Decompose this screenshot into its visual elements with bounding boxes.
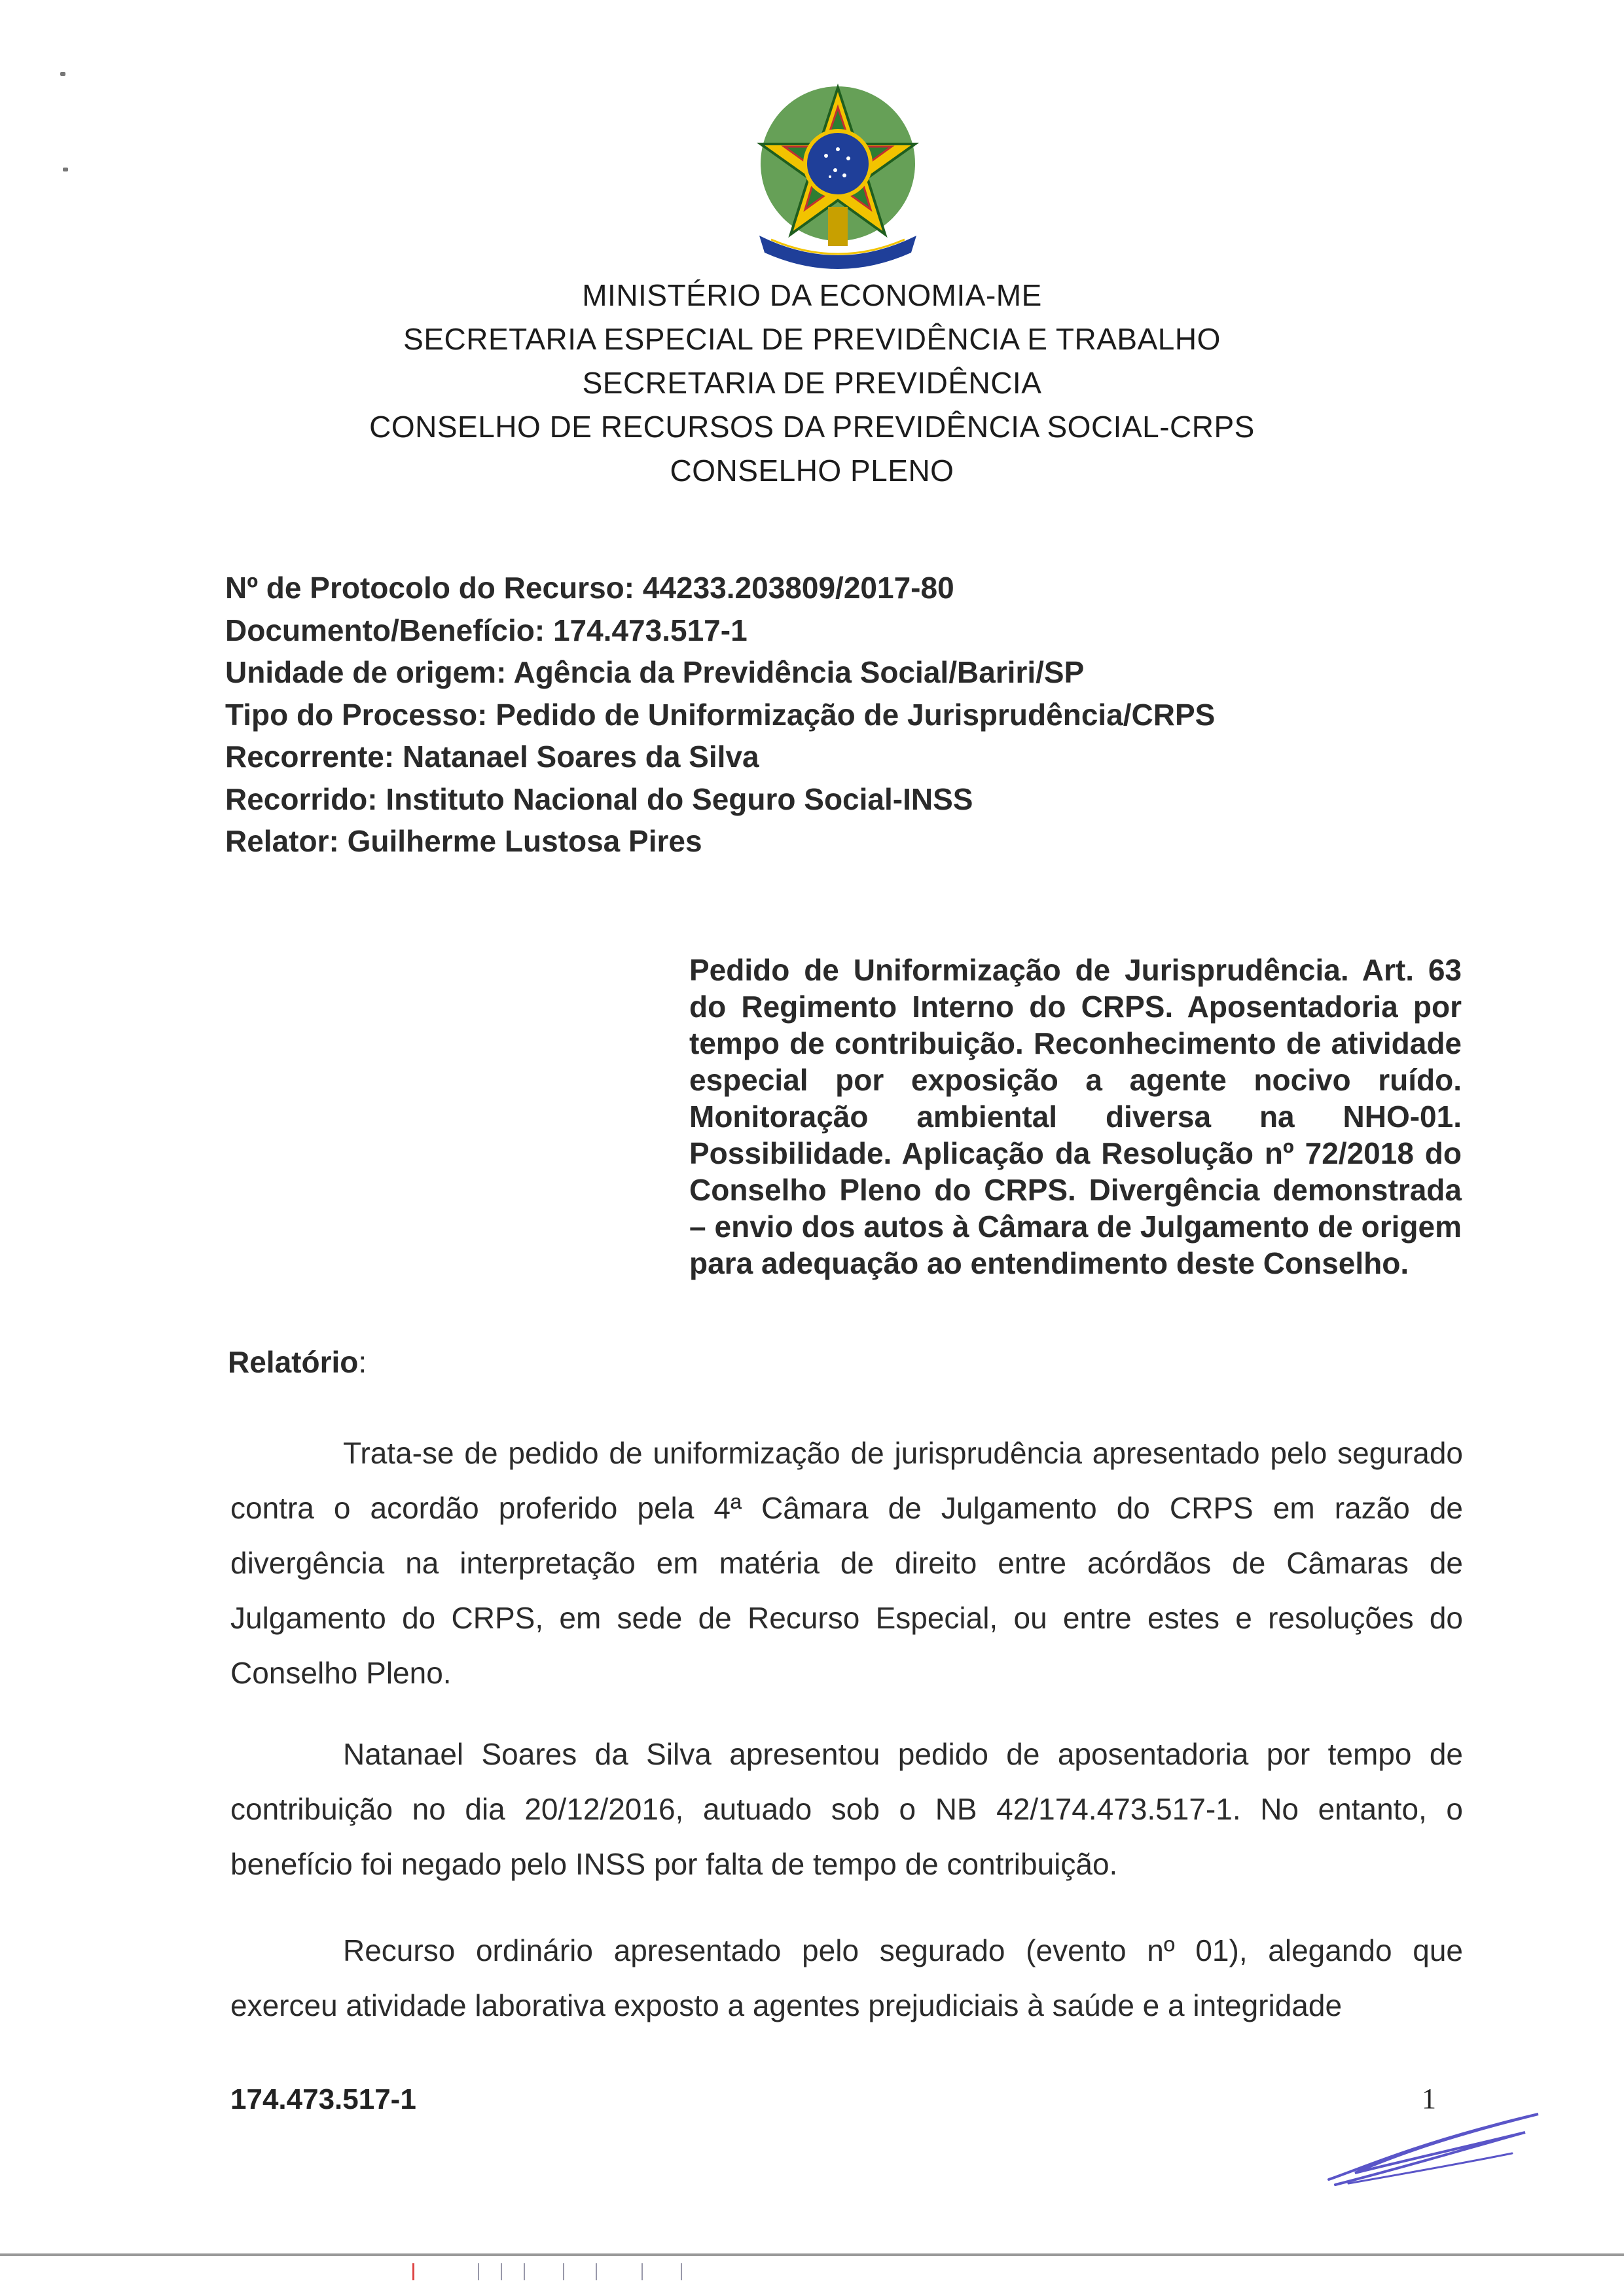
paragraph-3: Recurso ordinário apresentado pelo segurado (evento nº 01), alegando que exerceu atividade laborativa exposto a agentes prejudiciais à saúde e a integridade xyxy=(230,1933,1463,2022)
meta-row-origin-unit: Unidade de origem: Agência da Previdência Social/Bariri/SP xyxy=(225,655,1085,689)
meta-row-rapporteur: Relator: Guilherme Lustosa Pires xyxy=(225,824,702,858)
institution-header xyxy=(0,274,1624,493)
paragraph-1: Trata-se de pedido de uniformização de jurisprudência apresentado pelo segurado contra o acordão proferido pela 4ª Câmara de Julgamento do CRPS em razão de divergência na interpretação em matéria de direito entre acórdãos de Câmaras de Julgamento do CRPS, em sede de Recurso Especial, ou entre estes e resoluções do Conselho Pleno. xyxy=(230,1436,1463,1690)
header-line-council: CONSELHO DE RECURSOS DA PREVIDÊNCIA SOCIAL-CRPS xyxy=(369,410,1255,444)
scan-speck xyxy=(60,72,65,76)
scan-edge-marks xyxy=(367,2259,890,2286)
header-line-secretariat: SECRETARIA DE PREVIDÊNCIA xyxy=(582,366,1042,400)
section-title-relatorio: Relatório: xyxy=(228,1345,367,1379)
scan-speck xyxy=(63,168,68,171)
footer-document-id: 174.473.517-1 xyxy=(230,2083,416,2115)
meta-row-document: Documento/Benefício: 174.473.517-1 xyxy=(225,613,748,647)
scan-bottom-rule xyxy=(0,2253,1624,2256)
header-line-ministry: MINISTÉRIO DA ECONOMIA-ME xyxy=(582,278,1042,312)
header-line-special-secretariat: SECRETARIA ESPECIAL DE PREVIDÊNCIA E TRABALHO xyxy=(403,322,1221,356)
header-line-plenary: CONSELHO PLENO xyxy=(670,454,954,488)
ementa-summary: Pedido de Uniformização de Jurisprudência. Art. 63 do Regimento Interno do CRPS. Aposentadoria por tempo de contribuição. Reconhecimento de atividade especial por exposição a agente nocivo ruído. Monitoração ambiental diversa na NHO-01. Possibilidade. Aplicação da Resolução nº 72/2018 do Conselho Pleno do CRPS. Divergência demonstrada – envio dos autos à Câmara de Julgamento de origem para adequação ao entendimento deste Conselho. xyxy=(689,953,1462,1280)
meta-row-appellant: Recorrente: Natanael Soares da Silva xyxy=(225,740,759,774)
page-number: 1 xyxy=(1422,2083,1436,2115)
handwritten-initials-signature xyxy=(1316,2101,1551,2193)
meta-row-respondent: Recorrido: Instituto Nacional do Seguro Social-INSS xyxy=(225,781,973,816)
meta-row-process-type: Tipo do Processo: Pedido de Uniformização de Jurisprudência/CRPS xyxy=(225,697,1216,732)
meta-row-protocol: Nº de Protocolo do Recurso: 44233.203809/2017-80 xyxy=(225,571,954,605)
case-metadata xyxy=(225,567,1469,863)
paragraph-2: Natanael Soares da Silva apresentou pedido de aposentadoria por tempo de contribuição no dia 20/12/2016, autuado sob o NB 42/174.473.517-1. No entanto, o benefício foi negado pelo INSS por falta de tempo de contribuição. xyxy=(230,1737,1463,1881)
coat-of-arms-emblem xyxy=(740,79,936,275)
